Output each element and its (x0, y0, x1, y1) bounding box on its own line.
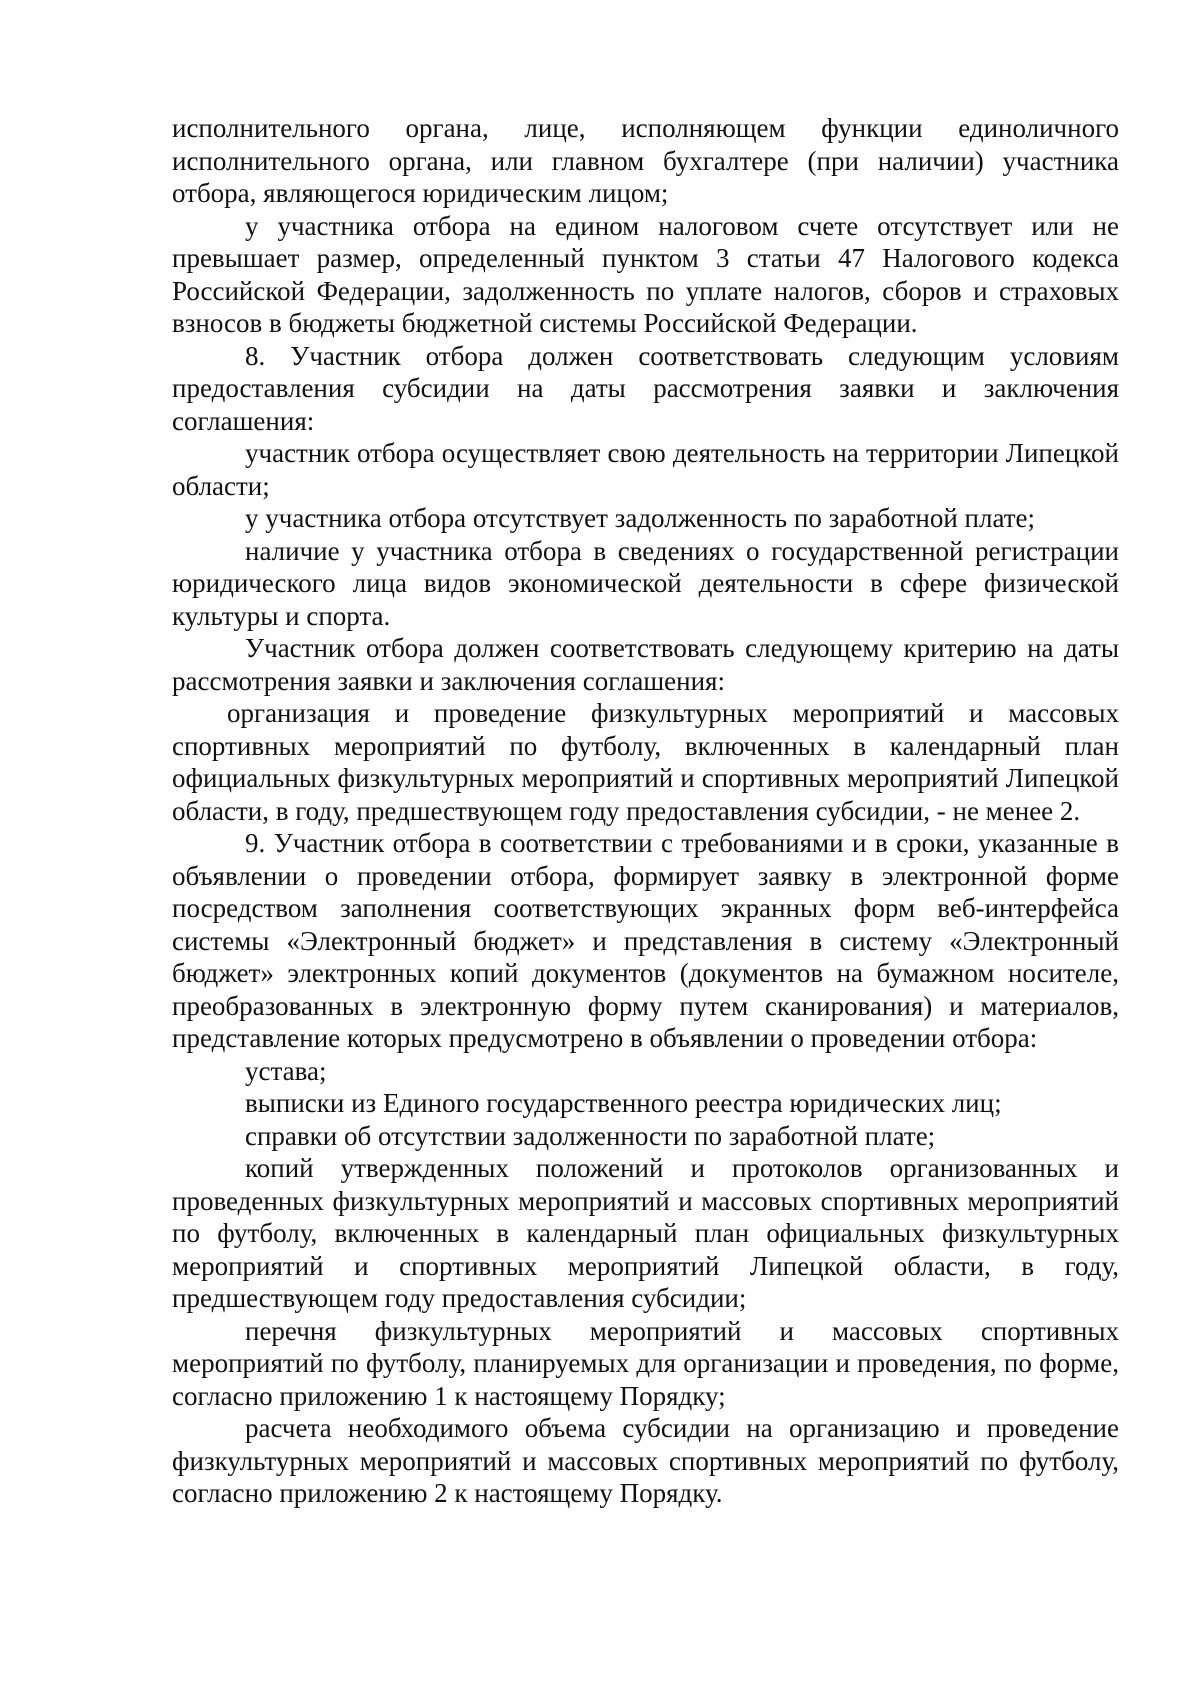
paragraph-criterion: Участник отбора должен соответствовать следующему критерию на даты рассмотрения заявки и заключения соглашения: (172, 633, 1119, 696)
list-item-charter: устава; (245, 1055, 327, 1086)
list-item-salary-certificate: справки об отсутствии задолженности по заработной плате; (245, 1120, 936, 1151)
list-item-subsidy-calculation: расчета необходимого объема субсидии на организацию и проведение физкультурных мероприятий и массовых спортивных мероприятий по футболу, согласно приложению 2 к настоящему Порядку. (172, 1413, 1119, 1508)
paragraph-registration-activity: наличие у участника отбора в сведениях о государственной регистрации юридического лица видов экономической деятельности в сфере физической культуры и спорта. (172, 535, 1119, 631)
list-item-regulations-copies: копий утвержденных положений и протоколов организованных и проведенных физкультурных мероприятий и массовых спортивных мероприятий по футболу, включенных в календарный план официальных физкультурных мероприятий и спортивных мероприятий Липецкой области, в году, предшествующем году предоставления субсидии; (172, 1153, 1119, 1313)
paragraph-territory: участник отбора осуществляет свою деятельность на территории Липецкой области; (172, 438, 1119, 501)
paragraph-section-9-application: 9. Участник отбора в соответствии с требованиями и в сроки, указанные в объявлении о проведении отбора, формирует заявку в электронной форме посредством заполнения соответствующих экранных форм веб-интерфейса системы «Электронный бюджет» и представления в систему «Электронный бюджет» электронных копий документов (документов на бумажном носителе, преобразованных в электронную форму путем сканирования) и материалов, представление которых предусмотрено в объявлении о проведении отбора: (172, 828, 1119, 1053)
list-item-events-list: перечня физкультурных мероприятий и массовых спортивных мероприятий по футболу, планируемых для организации и проведения, по форме, согласно приложению 1 к настоящему Порядку; (172, 1315, 1119, 1411)
paragraph-salary-debt: у участника отбора отсутствует задолженность по заработной плате; (245, 503, 1036, 533)
list-item-registry-extract: выписки из Единого государственного реестра юридических лиц; (245, 1088, 1002, 1118)
paragraph-events-count: организация и проведение физкультурных мероприятий и массовых спортивных мероприятий по футболу, включенных в календарный план официальных физкультурных мероприятий и спортивных мероприятий Липецкой области, в году, предшествующем году предоставления субсидии, - не менее 2. (172, 698, 1119, 826)
paragraph-tax-debt: у участника отбора на едином налоговом счете отсутствует или не превышает размер, определенный пунктом 3 статьи 47 Налогового кодекса Российской Федерации, задолженность по уплате налогов, сборов и страховых взносов в бюджеты бюджетной системы Российской Федерации. (172, 210, 1119, 338)
document-body (172, 112, 1119, 1510)
paragraph-executive-body: исполнительного органа, лице, исполняющем функции единоличного исполнительного органа, или главном бухгалтере (при наличии) участника отбора, являющегося юридическим лицом; (172, 113, 1119, 208)
paragraph-section-8-conditions: 8. Участник отбора должен соответствовать следующим условиям предоставления субсидии на даты рассмотрения заявки и заключения соглашения: (172, 340, 1119, 436)
